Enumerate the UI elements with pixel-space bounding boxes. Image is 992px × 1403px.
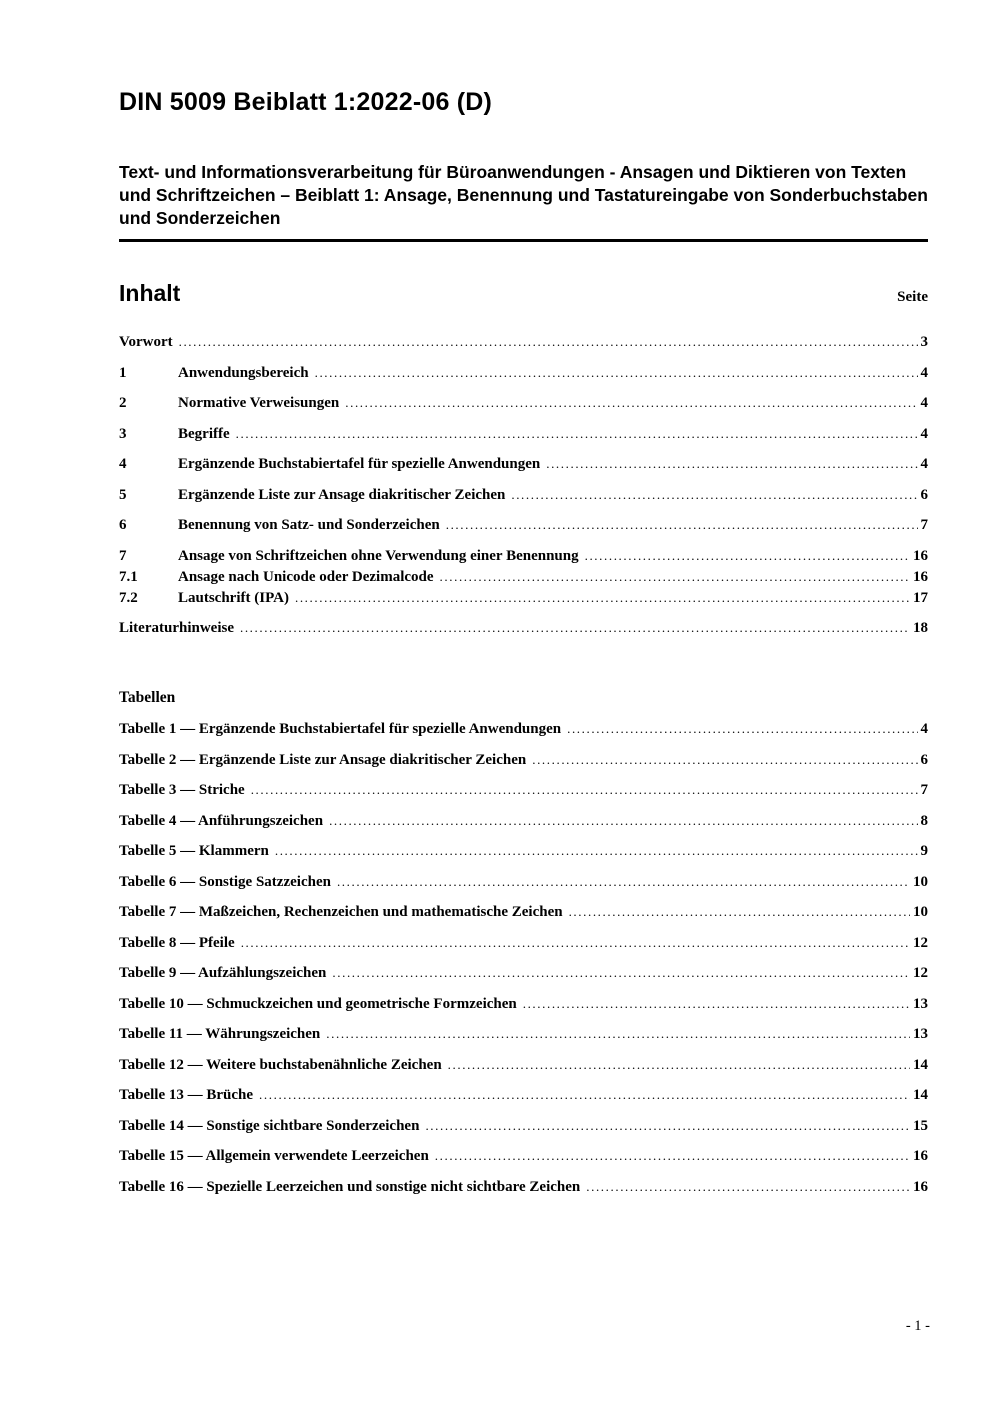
toc-entry-label: Tabelle 14 — Sonstige sichtbare Sonderzeichen [119,1117,420,1134]
dot-leader [523,995,910,1013]
toc-entry-label: Tabelle 3 — Striche [119,782,245,798]
toc-entry-number: 1 [119,364,127,381]
dot-leader [337,873,910,891]
toc-table-entry [119,1117,928,1135]
toc-table-entry [119,1147,928,1165]
tables-heading: Tabellen [119,689,176,706]
toc-table-entry [119,1086,928,1104]
toc-table-entry [119,1178,928,1196]
dot-leader [567,720,917,738]
dot-leader [251,781,918,799]
dot-leader [275,842,918,860]
dot-leader [259,1086,910,1104]
dot-leader [511,486,917,504]
toc-section-list [119,333,928,637]
toc-entry-page-number: 16 [913,1178,928,1195]
toc-table-entry [119,1025,928,1043]
toc-entry-label: Tabelle 15 — Allgemein verwendete Leerzeichen [119,1148,429,1164]
toc-table-entry [119,842,928,860]
toc-section-entry [119,486,928,504]
toc-entry-page-number: 12 [913,934,928,951]
dot-leader [241,934,910,952]
toc-entry-label: Normative Verweisungen [178,395,340,411]
toc-entry-page-number: 4 [920,395,928,411]
toc-entry-label: Tabelle 9 — Aufzählungszeichen [119,965,327,981]
toc-section-entry [119,455,928,473]
dot-leader [326,1025,910,1043]
toc-entry-page-number: 8 [920,812,928,829]
toc-entry-page-number: 15 [913,1117,928,1134]
toc-entry-number: 7.2 [119,589,138,606]
toc-entry-page-number: 16 [913,547,928,564]
toc-tables-list [119,720,928,1196]
toc-entry-label: Tabelle 5 — Klammern [119,843,269,859]
dot-leader [295,589,910,607]
toc-entry-page-number: 6 [920,751,928,768]
dot-leader [240,619,910,637]
dot-leader [425,1117,910,1135]
toc-entry-page-number: 6 [920,486,928,503]
toc-entry-number: 7.1 [119,568,138,585]
toc-entry-page-number: 13 [913,995,928,1012]
dot-leader [435,1147,910,1165]
toc-entry-label: Begriffe [178,425,230,442]
toc-section-entry [119,516,928,534]
toc-entry-label: Tabelle 7 — Maßzeichen, Rechenzeichen und mathematische Zeichen [119,904,563,920]
dot-leader [448,1056,910,1074]
dot-leader [345,394,917,412]
document-subtitle: Text- und Informationsverarbeitung für Büroanwendungen - Ansagen und Diktieren von Texten und Schriftzeichen – Beiblatt 1: Ansage, Benennung und Tastatureingabe von Sonderbuchstaben und Sonderzeichen [119,161,928,242]
toc-entry-number: 7 [119,547,127,564]
toc-table-entry [119,934,928,952]
toc-entry-page-number: 7 [920,517,928,533]
toc-table-entry [119,995,928,1013]
toc-entry-label: Tabelle 16 — Spezielle Leerzeichen und sonstige nicht sichtbare Zeichen [119,1178,581,1195]
toc-table-entry [119,751,928,769]
toc-entry-page-number: 14 [913,1087,928,1103]
toc-entry-label: Benennung von Satz- und Sonderzeichen [178,517,440,533]
toc-entry-page-number: 10 [913,873,928,890]
dot-leader [532,751,917,769]
toc-entry-label: Anwendungsbereich [178,364,309,381]
toc-entry-label: Literaturhinweise [119,620,234,636]
toc-page-column-label: Seite [897,289,928,305]
toc-entry-label: Tabelle 12 — Weitere buchstabenähnliche Zeichen [119,1056,442,1073]
toc-entry-label: Tabelle 10 — Schmuckzeichen und geometrische Formzeichen [119,995,517,1012]
toc-table-entry [119,781,928,799]
toc-table-entry [119,964,928,982]
dot-leader [315,364,918,382]
toc-entry-label: Tabelle 4 — Anführungszeichen [119,812,324,829]
toc-entry-label: Tabelle 13 — Brüche [119,1087,254,1103]
toc-entry-label: Vorwort [119,334,173,350]
page-number-footer: - 1 - [905,1318,930,1334]
toc-entry-page-number: 10 [913,904,928,920]
toc-entry-label: Tabelle 11 — Währungszeichen [119,1026,321,1042]
dot-leader [440,568,910,586]
dot-leader [236,425,918,443]
toc-section-entry [119,364,928,382]
toc-entry-label: Tabelle 8 — Pfeile [119,934,235,951]
dot-leader [329,812,917,830]
toc-entry-page-number: 16 [913,1148,928,1164]
toc-entry-number: 6 [119,517,127,533]
toc-entry-page-number: 4 [920,364,928,381]
toc-entry-page-number: 16 [913,568,928,585]
toc-table-entry [119,873,928,891]
toc-entry-page-number: 7 [920,782,928,798]
toc-section-entry [119,568,928,586]
toc-section-entry [119,547,928,565]
toc-entry-page-number: 3 [920,334,928,350]
toc-entry-number: 4 [119,456,127,472]
dot-leader [585,547,910,565]
toc-entry-page-number: 13 [913,1026,928,1042]
toc-entry-number: 2 [119,395,127,411]
toc-entry-label: Tabelle 1 — Ergänzende Buchstabiertafel für spezielle Anwendungen [119,721,562,737]
toc-entry-number: 5 [119,486,127,503]
toc-table-entry [119,1056,928,1074]
toc-entry-page-number: 18 [913,620,928,636]
toc-entry-label: Ergänzende Buchstabiertafel für spezielle Anwendungen [178,456,541,472]
toc-table-entry [119,903,928,921]
toc-entry-page-number: 14 [913,1056,928,1073]
toc-header [119,280,928,307]
toc-section-entry [119,333,928,351]
toc-entry-page-number: 9 [920,843,928,859]
toc-entry-label: Tabelle 2 — Ergänzende Liste zur Ansage diakritischer Zeichen [119,751,527,768]
toc-entry-page-number: 4 [920,425,928,442]
toc-entry-label: Ergänzende Liste zur Ansage diakritischer Zeichen [178,486,506,503]
toc-entry-label: Tabelle 6 — Sonstige Satzzeichen [119,873,331,890]
dot-leader [332,964,910,982]
toc-entry-page-number: 4 [920,456,928,472]
toc-entry-label: Ansage nach Unicode oder Dezimalcode [178,568,434,585]
toc-section-entry [119,425,928,443]
toc-section-entry [119,619,928,637]
dot-leader [569,903,910,921]
toc-section-entry [119,589,928,607]
toc-section-entry [119,394,928,412]
toc-entry-label: Lautschrift (IPA) [178,589,289,606]
dot-leader [179,333,918,351]
dot-leader [546,455,917,473]
toc-heading: Inhalt [119,280,181,306]
toc-entry-page-number: 4 [920,721,928,737]
toc-entry-label: Ansage von Schriftzeichen ohne Verwendung einer Benennung [178,547,579,564]
toc-table-entry [119,812,928,830]
dot-leader [586,1178,910,1196]
toc-entry-page-number: 12 [913,965,928,981]
toc-entry-number: 3 [119,425,127,442]
document-title: DIN 5009 Beiblatt 1:2022-06 (D) [119,88,493,116]
toc-entry-page-number: 17 [913,589,928,606]
toc-table-entry [119,720,928,738]
dot-leader [446,516,918,534]
